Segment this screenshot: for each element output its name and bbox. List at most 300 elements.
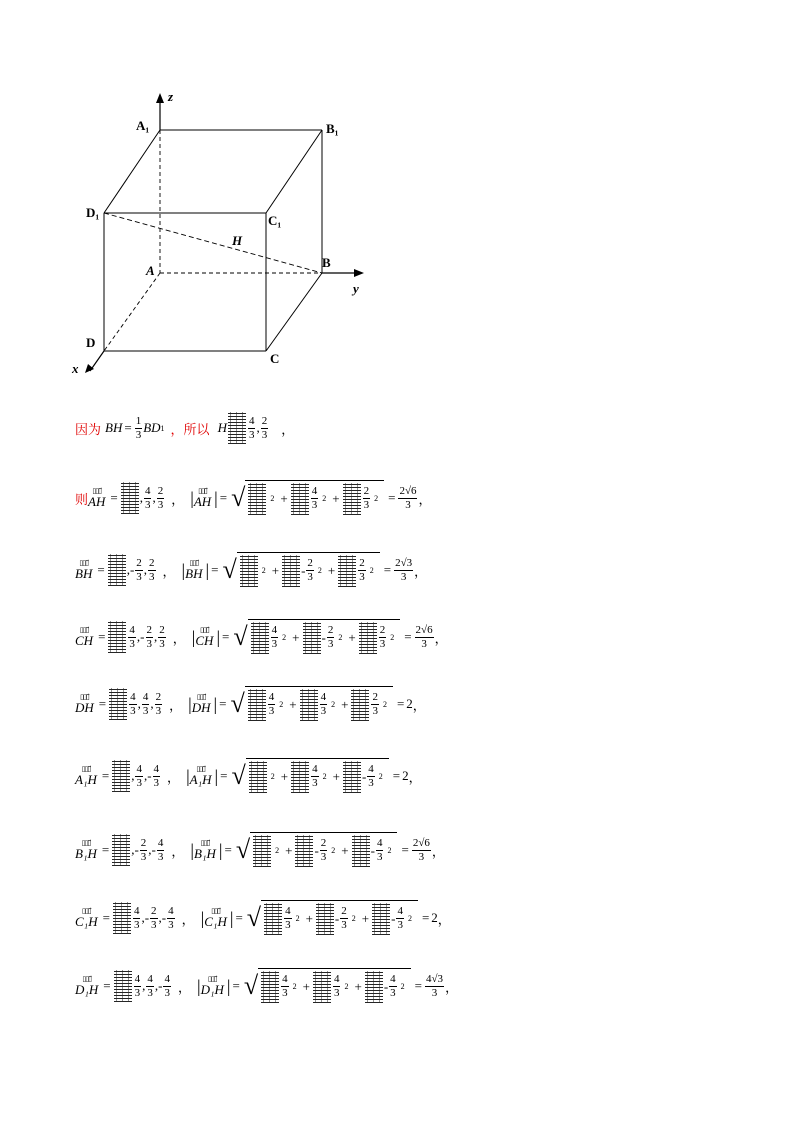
label-y: y: [353, 281, 359, 296]
diagonal-d1-b: [104, 213, 322, 273]
equals-sign: =: [401, 842, 409, 857]
separator-comma: ，: [167, 769, 181, 785]
garbled-paren-glyph: [121, 482, 139, 514]
component-3: [148, 557, 156, 584]
term-3-den: 3: [376, 851, 383, 863]
magnitude-result-den: 3: [431, 986, 438, 999]
garbled-paren-glyph: [261, 971, 279, 1003]
minus-sign: -: [321, 629, 326, 645]
equals-sign: =: [98, 629, 106, 644]
vector-ah: [88, 487, 105, 509]
magnitude-result: [398, 485, 417, 512]
garbled-paren-glyph: [303, 622, 321, 654]
component-2-num: 2: [146, 623, 152, 636]
term-3: [396, 905, 404, 932]
term-1-num: 4: [268, 691, 275, 703]
abs-bar-left: |: [200, 907, 205, 928]
magnitude-result-num: 2√6: [399, 484, 417, 497]
sqrt-expression: [233, 619, 400, 655]
square-exponent: 2: [374, 494, 379, 503]
separator-comma: ，: [169, 697, 183, 713]
minus-sign: -: [334, 910, 340, 926]
garbled-paren-glyph: [343, 761, 361, 793]
term-2: [320, 691, 328, 718]
equals-sign: =: [224, 842, 232, 857]
abs-bar-left: |: [188, 693, 192, 714]
component-2-den: 3: [147, 986, 153, 999]
term-2-num: 2: [341, 905, 347, 917]
component-2-den: 3: [151, 918, 157, 931]
term-3: [376, 837, 384, 864]
garbled-paren-glyph: [343, 483, 361, 515]
sqrt-expression: [230, 686, 392, 722]
square-exponent: 2: [279, 700, 284, 709]
edge-b1-c1: [266, 130, 322, 213]
bh-fraction: [135, 415, 143, 442]
garbled-paren-glyph: [295, 835, 313, 867]
garbled-paren-glyph: [365, 971, 383, 1003]
square-exponent: 2: [407, 914, 412, 923]
square-exponent: 2: [331, 700, 336, 709]
magnitude-result-num: 2√6: [412, 836, 430, 849]
separator-comma: ，: [181, 911, 195, 927]
separator-comma: ，: [171, 491, 185, 507]
garbled-paren-glyph: [108, 621, 126, 653]
component-1-num: 4: [133, 904, 140, 917]
garbled-paren-glyph: [372, 903, 390, 935]
plus-sign: +: [327, 562, 336, 578]
abs-bar-right: |: [226, 975, 231, 996]
term-3-den: 3: [397, 919, 403, 931]
comma: ,: [152, 490, 156, 505]
magnitude-result: [394, 557, 413, 584]
radical-sign: √: [230, 689, 245, 718]
vector-ah-label: AH: [88, 494, 106, 509]
cube-figure: [60, 85, 390, 385]
square-exponent: 2: [382, 700, 387, 709]
component-2-den: 3: [142, 704, 149, 717]
x-axis-arrow: [85, 364, 94, 373]
square-exponent: 2: [261, 566, 266, 575]
vector-row-bh: [75, 550, 427, 590]
term-3-num: 2: [359, 557, 365, 569]
component-3: [167, 905, 175, 932]
term-2-den: 3: [341, 919, 347, 931]
component-3-num: 2: [157, 484, 164, 497]
garbled-paren-glyph: [114, 970, 132, 1002]
radical-sign: √: [235, 835, 251, 864]
separator-comma: ，: [172, 630, 186, 646]
magnitude-result-num: 4√3: [426, 972, 444, 985]
magnitude-ch: [192, 626, 220, 648]
garbled-paren-glyph: [112, 834, 130, 866]
row-end-comma: ，: [445, 979, 459, 995]
plus-sign: +: [361, 910, 370, 926]
component-3-den: 3: [155, 704, 162, 717]
magnitude-result-num: 2√3: [395, 556, 413, 569]
equals-sign: =: [421, 910, 430, 925]
component-1-num: 4: [129, 623, 135, 636]
component-2: [146, 973, 154, 1000]
sqrt-body: [245, 480, 384, 516]
label-x: x: [72, 361, 79, 376]
comma: ,: [137, 696, 141, 711]
vector-ah-arrow: ▯▯▯⃗: [92, 487, 101, 495]
magnitude-result: 2: [431, 910, 438, 925]
minus-sign: -: [144, 910, 150, 925]
separator-comma: ，: [177, 979, 191, 995]
component-2: [144, 485, 152, 512]
component-3-den: 3: [157, 498, 164, 511]
magnitude-vector-c1h: [204, 907, 227, 929]
row-end-comma: ，: [437, 911, 451, 927]
component-3-den: 3: [164, 986, 170, 999]
h-coord-3: [261, 415, 269, 442]
square-exponent: 2: [317, 566, 322, 575]
component-1-den: 3: [130, 704, 136, 717]
sqrt-body: [248, 619, 401, 655]
garbled-paren-glyph: [313, 971, 331, 1003]
magnitude-result-den: 3: [418, 850, 425, 863]
term-3: [363, 485, 371, 512]
row-end-comma: ，: [431, 843, 445, 859]
term-2-den: 3: [311, 499, 318, 511]
magnitude-result-num: 2√6: [415, 623, 433, 636]
term-3: [358, 557, 366, 584]
vector-dh: [75, 693, 94, 715]
label-c: C: [270, 351, 280, 366]
h-coord-2-den: 3: [248, 428, 255, 441]
component-3-num: 4: [153, 762, 160, 775]
term-3-num: 2: [379, 624, 386, 636]
magnitude-d1h: [197, 975, 231, 997]
term-2-den: 3: [312, 777, 318, 789]
then-text: 则: [75, 492, 89, 508]
square-exponent: 2: [292, 982, 297, 991]
comma: ,: [131, 768, 135, 783]
magnitude-ah: [190, 487, 218, 509]
vector-row-dh: [75, 684, 426, 724]
plus-sign: +: [280, 768, 289, 784]
magnitude-result: [425, 973, 444, 1000]
abs-bar-right: |: [229, 907, 234, 928]
component-2: [150, 905, 158, 932]
label-a: A: [146, 263, 155, 278]
component-3: [157, 485, 165, 512]
magnitude-a1h: [186, 765, 218, 787]
minus-sign: -: [140, 629, 145, 644]
label-h: H: [232, 233, 243, 248]
term-2: [320, 837, 328, 864]
label-z: z: [168, 89, 174, 104]
square-exponent: 2: [295, 914, 300, 923]
magnitude-vector-a1h: [190, 765, 212, 787]
equals-sign: =: [98, 696, 107, 711]
garbled-paren-glyph: [291, 483, 309, 515]
label-a1: A₁: [136, 118, 150, 133]
magnitude-vector-b1h-label: B₁H: [194, 846, 216, 861]
minus-sign: -: [129, 562, 135, 577]
garbled-paren-glyph: [352, 835, 370, 867]
because-text: 因为: [75, 422, 102, 438]
edge-a-d: [104, 273, 160, 351]
minus-sign: -: [361, 768, 367, 784]
term-3-num: 4: [397, 905, 403, 917]
magnitude-vector-d1h: [201, 975, 224, 997]
garbled-paren-glyph: [108, 554, 126, 586]
term-3: [371, 691, 379, 718]
equals-sign: =: [219, 696, 227, 711]
equals-sign: =: [383, 562, 392, 577]
magnitude-vector-ch-label: CH: [195, 633, 214, 648]
separator-comma: ，: [162, 563, 176, 579]
minus-sign: -: [147, 768, 152, 783]
term-3-den: 3: [368, 777, 374, 789]
component-3: [153, 763, 161, 790]
component-2-num: 4: [147, 972, 153, 985]
row-end-comma: ，: [418, 491, 432, 507]
equals-sign: =: [110, 490, 118, 505]
plus-sign: +: [341, 696, 349, 712]
magnitude-vector-c1h-arrow: ▯▯▯⃗: [211, 907, 220, 915]
magnitude-dh: [188, 693, 217, 715]
garbled-paren-glyph: [109, 688, 127, 720]
garbled-paren-glyph: [359, 622, 377, 654]
plus-sign: +: [332, 768, 340, 784]
equals-sign: =: [101, 842, 110, 857]
minus-sign: -: [383, 978, 389, 994]
term-2-num: 4: [320, 691, 327, 703]
garbled-paren-glyph: [300, 689, 318, 721]
bh-rhs-sub: 1: [160, 423, 165, 433]
square-exponent: 2: [351, 914, 356, 923]
square-exponent: 2: [282, 633, 287, 642]
plus-sign: +: [292, 629, 300, 645]
garbled-paren-glyph: [248, 689, 266, 721]
square-exponent: 2: [322, 494, 327, 503]
vector-dh-label: DH: [75, 700, 94, 715]
square-exponent: 2: [275, 846, 280, 855]
term-1: [284, 905, 292, 932]
radical-sign: √: [243, 971, 259, 1000]
term-1-den: 3: [271, 638, 278, 650]
comma: ,: [142, 978, 146, 993]
term-1-num: 4: [271, 624, 278, 636]
bh-fraction-den: 3: [135, 428, 142, 441]
minus-sign: -: [391, 910, 396, 926]
component-3-num: 4: [164, 972, 170, 985]
label-d1: D₁: [86, 205, 100, 220]
garbled-paren-glyph: [240, 555, 258, 587]
magnitude-vector-a1h-arrow: ▯▯▯⃗: [196, 765, 205, 773]
magnitude-vector-ch-arrow: ▯▯▯⃗: [200, 626, 209, 634]
equals-sign: =: [232, 978, 240, 993]
equals-sign: =: [103, 978, 111, 993]
component-1: [128, 624, 136, 651]
square-exponent: 2: [344, 982, 349, 991]
equals-sign: =: [404, 629, 412, 644]
term-2: [306, 557, 314, 584]
term-3-den: 3: [372, 705, 378, 717]
minus-sign: -: [151, 842, 156, 857]
row-end-comma: ，: [434, 630, 448, 646]
plus-sign: +: [354, 978, 362, 994]
term-2-num: 2: [327, 624, 334, 636]
component-2-num: 4: [142, 690, 149, 703]
magnitude-vector-ah-arrow: ▯▯▯⃗: [198, 487, 207, 495]
magnitude-vector-b1h-arrow: ▯▯▯⃗: [200, 839, 210, 847]
label-b: B: [322, 255, 331, 270]
vector-row-ch: [75, 617, 448, 657]
term-2-num: 4: [333, 973, 340, 985]
garbled-paren-glyph: [249, 761, 267, 793]
component-1: [134, 973, 142, 1000]
comma: ,: [256, 420, 260, 435]
term-3-num: 4: [390, 973, 396, 985]
radical-sign: √: [222, 555, 237, 584]
garbled-paren-glyph: [251, 622, 269, 654]
vector-b1h-label: B₁H: [75, 846, 97, 861]
garbled-paren-glyph: [338, 555, 356, 587]
magnitude-vector-dh-label: DH: [191, 700, 211, 715]
term-1: [268, 691, 276, 718]
term-3-num: 2: [363, 485, 370, 497]
component-1-num: 4: [134, 972, 141, 985]
component-2: [135, 763, 143, 790]
sqrt-body: [261, 900, 418, 936]
radical-sign: √: [231, 761, 246, 790]
label-b1: B₁: [326, 121, 339, 136]
comma: ,: [154, 629, 158, 644]
term-3: [389, 973, 397, 1000]
bh-fraction-num: 1: [135, 414, 142, 427]
magnitude-vector-bh: [185, 559, 202, 581]
component-2-num: 2: [151, 904, 157, 917]
term-2: [311, 763, 319, 790]
comma: ,: [150, 696, 154, 711]
square-exponent: 2: [270, 772, 275, 781]
magnitude-result: 2: [402, 768, 409, 783]
plus-sign: +: [348, 629, 356, 645]
abs-bar-right: |: [216, 626, 221, 647]
equals-sign: =: [219, 490, 228, 505]
term-1: [281, 973, 289, 1000]
magnitude-vector-d1h-arrow: ▯▯▯⃗: [207, 975, 217, 983]
vector-bh-label: BH: [75, 566, 93, 581]
component-3-den: 3: [159, 637, 165, 650]
magnitude-result: 2: [406, 696, 413, 711]
vector-a1h: [75, 765, 97, 787]
component-2-den: 3: [146, 637, 152, 650]
equals-sign: =: [101, 768, 110, 783]
minus-sign: -: [161, 910, 167, 925]
sqrt-body: [246, 758, 389, 794]
abs-bar-left: |: [190, 839, 195, 860]
term-2-num: 2: [320, 837, 327, 849]
sqrt-expression: [236, 832, 398, 868]
term-2-den: 3: [307, 571, 313, 583]
magnitude-c1h: [201, 907, 234, 929]
minus-sign: -: [301, 562, 306, 578]
component-1-den: 3: [133, 918, 140, 931]
row-end-comma: ，: [414, 563, 428, 579]
magnitude-result-den: 3: [400, 570, 407, 583]
component-3-den: 3: [168, 918, 174, 931]
term-3-den: 3: [390, 987, 396, 999]
garbled-paren-glyph: [112, 760, 130, 792]
vector-c1h-arrow: ▯▯▯⃗: [82, 907, 91, 915]
abs-bar-left: |: [190, 487, 194, 508]
vector-d1h: [75, 975, 98, 997]
component-1: [133, 905, 141, 932]
magnitude-vector-ch: [195, 626, 213, 648]
vector-row-ah: [75, 478, 432, 518]
radical-sign: √: [233, 622, 248, 651]
magnitude-vector-bh-arrow: ▯▯▯⃗: [189, 559, 199, 567]
plus-sign: +: [332, 490, 340, 506]
magnitude-result: [412, 837, 431, 864]
component-3: [158, 624, 166, 651]
garbled-paren-glyph: [113, 902, 131, 934]
minus-sign: -: [134, 842, 139, 857]
term-3: [367, 763, 375, 790]
garbled-paren-glyph: [248, 483, 266, 515]
component-3-num: 2: [149, 556, 155, 569]
component-2-num: 2: [140, 836, 147, 849]
abs-bar-left: |: [197, 975, 201, 996]
component-2-num: 4: [136, 762, 142, 775]
abs-bar-right: |: [213, 693, 218, 714]
component-2: [146, 624, 154, 651]
vector-row-a1h: [75, 756, 422, 796]
comma: ,: [154, 978, 159, 993]
vector-row-c1h: [75, 898, 451, 938]
garbled-paren-glyph: [282, 555, 300, 587]
component-3-den: 3: [149, 570, 155, 583]
h-coord-2: [248, 415, 256, 442]
vector-d1h-label: D₁H: [75, 982, 99, 997]
equals-sign: =: [388, 490, 396, 505]
abs-bar-right: |: [214, 765, 219, 786]
comma: ,: [136, 629, 141, 644]
component-3: [155, 691, 163, 718]
term-3-den: 3: [379, 638, 386, 650]
magnitude-vector-ah-label: AH: [193, 494, 212, 509]
term-2-num: 2: [307, 557, 313, 569]
abs-bar-right: |: [214, 487, 218, 508]
component-1-den: 3: [129, 637, 135, 650]
magnitude-vector-d1h-label: D₁H: [200, 982, 224, 997]
sqrt-body: [245, 686, 393, 722]
y-axis-arrow: [354, 269, 364, 277]
vector-bh-arrow: ▯▯▯⃗: [79, 559, 88, 567]
bh-lhs: BH: [105, 420, 123, 435]
square-exponent: 2: [390, 633, 395, 642]
component-1-den: 3: [134, 986, 141, 999]
term-1-num: 4: [285, 905, 291, 917]
term-2: [340, 905, 348, 932]
radical-sign: √: [246, 903, 262, 932]
minus-sign: -: [370, 842, 375, 858]
component-1: [129, 691, 137, 718]
component-1-num: 4: [130, 690, 136, 703]
term-2-den: 3: [320, 851, 327, 863]
plus-sign: +: [289, 696, 297, 712]
magnitude-vector-ah: [194, 487, 211, 509]
abs-bar-left: |: [186, 765, 190, 786]
square-exponent: 2: [400, 982, 405, 991]
bh-rhs: BD: [143, 420, 161, 435]
